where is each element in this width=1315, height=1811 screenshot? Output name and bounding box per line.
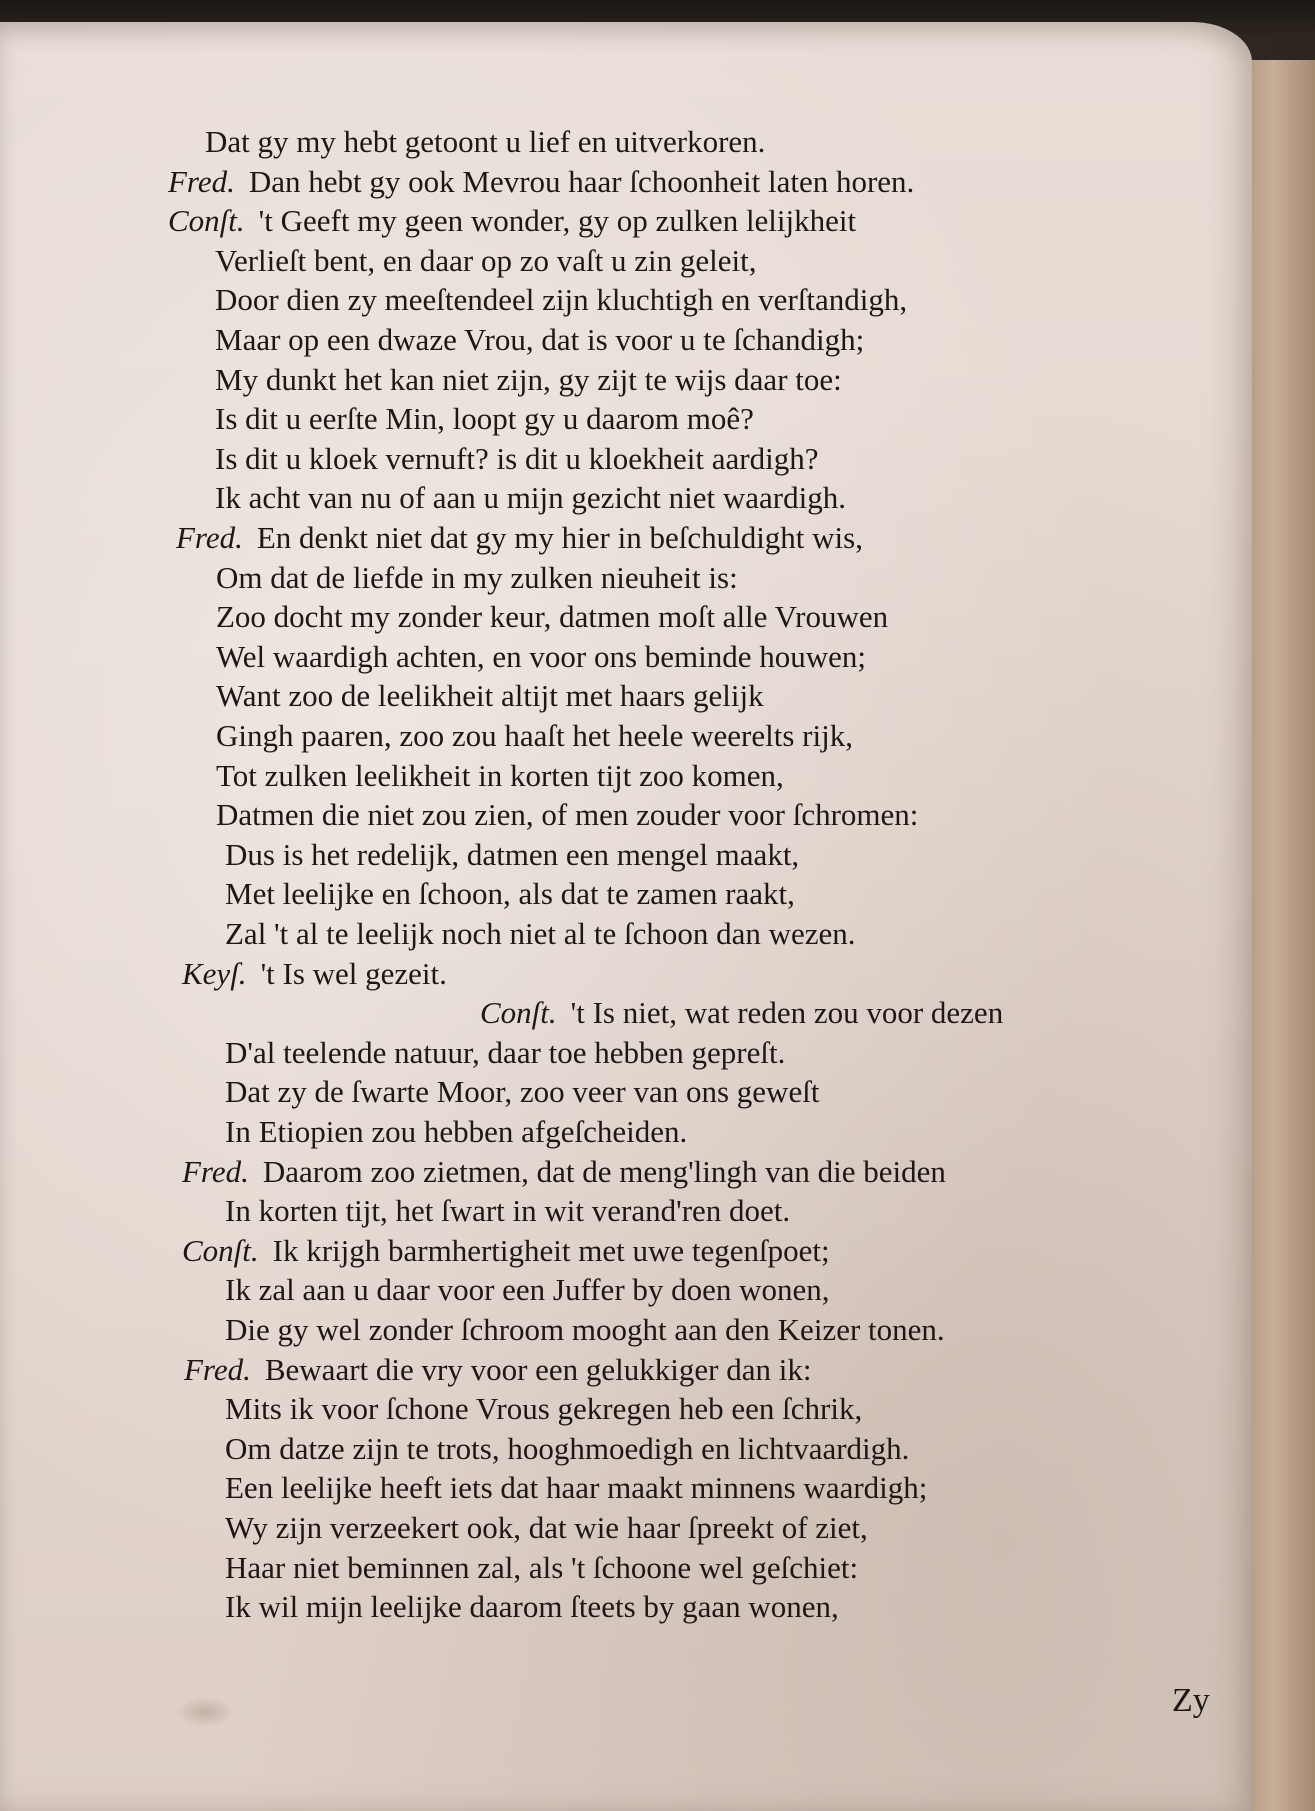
verse-text-line: Dus is het redelijk, datmen een mengel maakt, [225,836,800,872]
verse-text-line: Datmen die niet zou zien, of men zouder voor ſchromen: [216,797,919,833]
verse-line [216,795,918,835]
speaker-label: Conſt. [182,1232,259,1268]
verse-text-line: Mits ik voor ſchone Vrous gekregen heb een ſchrik, [225,1391,863,1427]
book-cover-edge [1245,60,1315,1811]
verse-line [225,1587,839,1627]
verse-line [225,835,799,875]
verse-line [215,241,756,281]
verse-line [182,954,447,994]
verse-line [225,1429,909,1469]
speaker-label: Fred. [168,163,235,199]
page-stain [176,1697,234,1727]
verse-line [225,914,856,954]
verse-text-line: Is dit u kloek vernuft? is dit u kloekheit aardigh? [215,440,819,476]
verse-text-line: Wy zijn verzeekert ook, dat wie haar ſpreekt of ziet, [225,1510,868,1545]
verse-text-line: 't Is niet, wat reden zou voor dezen [570,995,1004,1031]
verse-text-line: Haar niet beminnen zal, als 't ſchoone wel geſchiet: [225,1549,859,1585]
verse-text-line: Bewaart die vry voor een gelukkiger dan ik: [264,1351,812,1387]
verse-text-line: Die gy wel zonder ſchroom mooght aan den Keizer tonen. [225,1312,945,1347]
verse-text-line: Ik acht van nu of aan u mijn gezicht niet waardigh. [215,480,846,516]
speaker-label: Keyſ. [182,955,247,991]
verse-line [225,1033,785,1073]
verse-line [225,1270,830,1310]
speaker-label: Conſt. [168,203,245,239]
verse-text-line: En denkt niet dat gy my hier in beſchuldight wis, [256,520,863,555]
verse-text-line: Om dat de liefde in my zulken nieuheit is: [216,559,738,595]
verse-line [168,162,914,202]
speaker-label: Conſt. [480,995,557,1031]
verse-text-line: Dat gy my hebt getoont u lief en uitverkoren. [205,124,766,159]
verse-text-line: Dat zy de ſwarte Moor, zoo veer van ons geweſt [225,1074,820,1110]
verse-line [216,716,853,756]
verse-line [225,1389,862,1429]
book-page [0,22,1252,1811]
verse-line [182,1152,946,1192]
verse-text-line: 't Geeft my geen wonder, gy op zulken lelijkheit [258,203,857,239]
verse-text-line: Met leelijke en ſchoon, als dat te zamen raakt, [225,876,795,912]
verse-line [215,360,842,400]
verse-text-line: 't Is wel gezeit. [260,955,447,991]
verse-text-line: Tot zulken leelikheit in korten tijt zoo komen, [216,757,784,793]
verse-line [215,320,864,360]
verse-text-line: Is dit u eerſte Min, loopt gy u daarom moê? [215,401,754,437]
verse-line [225,874,795,914]
verse-line [225,1191,790,1231]
verse-text-line: My dunkt het kan niet zijn, gy zijt te wijs daar toe: [215,361,842,397]
verse-text-line: In korten tijt, het ſwart in wit verand'ren doet. [225,1193,791,1229]
speaker-label: Fred. [184,1351,251,1387]
verse-text-line: Verlieſt bent, en daar op zo vaſt u zin geleit, [215,242,757,278]
verse-text-line: Om datze zijn te trots, hooghmoedigh en lichtvaardigh. [225,1430,910,1466]
verse-text-line: Ik krijgh barmhertigheit met uwe tegenſpoet; [272,1232,830,1268]
verse-text-line: Een leelijke heeft iets dat haar maakt minnens waardigh; [225,1470,928,1506]
verse-text-line: Dan hebt gy ook Mevrou haar ſchoonheit laten horen. [248,163,915,199]
speaker-label: Fred. [182,1153,249,1189]
verse-line [225,1112,687,1152]
verse-text-line: D'al teelende natuur, daar toe hebben gepreſt. [225,1034,786,1070]
catchword: Zy [1172,1682,1210,1719]
verse-line [216,676,764,716]
verse-line [225,1508,868,1548]
verse-text-line: Ik zal aan u daar voor een Juffer by doen wonen, [225,1272,830,1308]
verse-text-line: Door dien zy meeſtendeel zijn kluchtigh en verſtandigh, [215,282,908,318]
verse-line [215,439,819,479]
verse-line [168,201,856,241]
verse-text-line: Want zoo de leelikheit altijt met haars gelijk [216,678,764,714]
verse-line [176,518,863,558]
verse-line [215,280,907,320]
verse-line [225,1468,927,1508]
verse-line [216,597,888,637]
verse-line [215,399,754,439]
verse-text-line: Ik wil mijn leelijke daarom ſteets by gaan wonen, [225,1589,839,1625]
verse-line [205,122,765,162]
verse-text-line: Zoo docht my zonder keur, datmen moſt alle Vrouwen [216,599,889,635]
verse-line [225,1072,819,1112]
verse-line [216,637,866,677]
speaker-label: Fred. [176,520,243,555]
verse-line [215,478,846,518]
verse-text-line: Daarom zoo zietmen, dat de meng'lingh van die beiden [262,1153,946,1189]
verse-line [184,1350,811,1390]
verse-text-line: Gingh paaren, zoo zou haaſt het heele weerelts rijk, [216,718,853,753]
verse-text-line: Maar op een dwaze Vrou, dat is voor u te ſchandigh; [215,322,865,357]
verse-text-line: In Etiopien zou hebben afgeſcheiden. [225,1114,688,1149]
verse-line [225,1548,858,1588]
verse-line [216,558,738,598]
verse-line [216,756,784,796]
verse-text-line: Wel waardigh achten, en voor ons beminde houwen; [216,638,867,674]
verse-line [182,1231,830,1271]
verse-line [480,993,1003,1033]
verse-text-line: Zal 't al te leelijk noch niet al te ſchoon dan wezen. [225,916,856,951]
verse-line [225,1310,945,1350]
